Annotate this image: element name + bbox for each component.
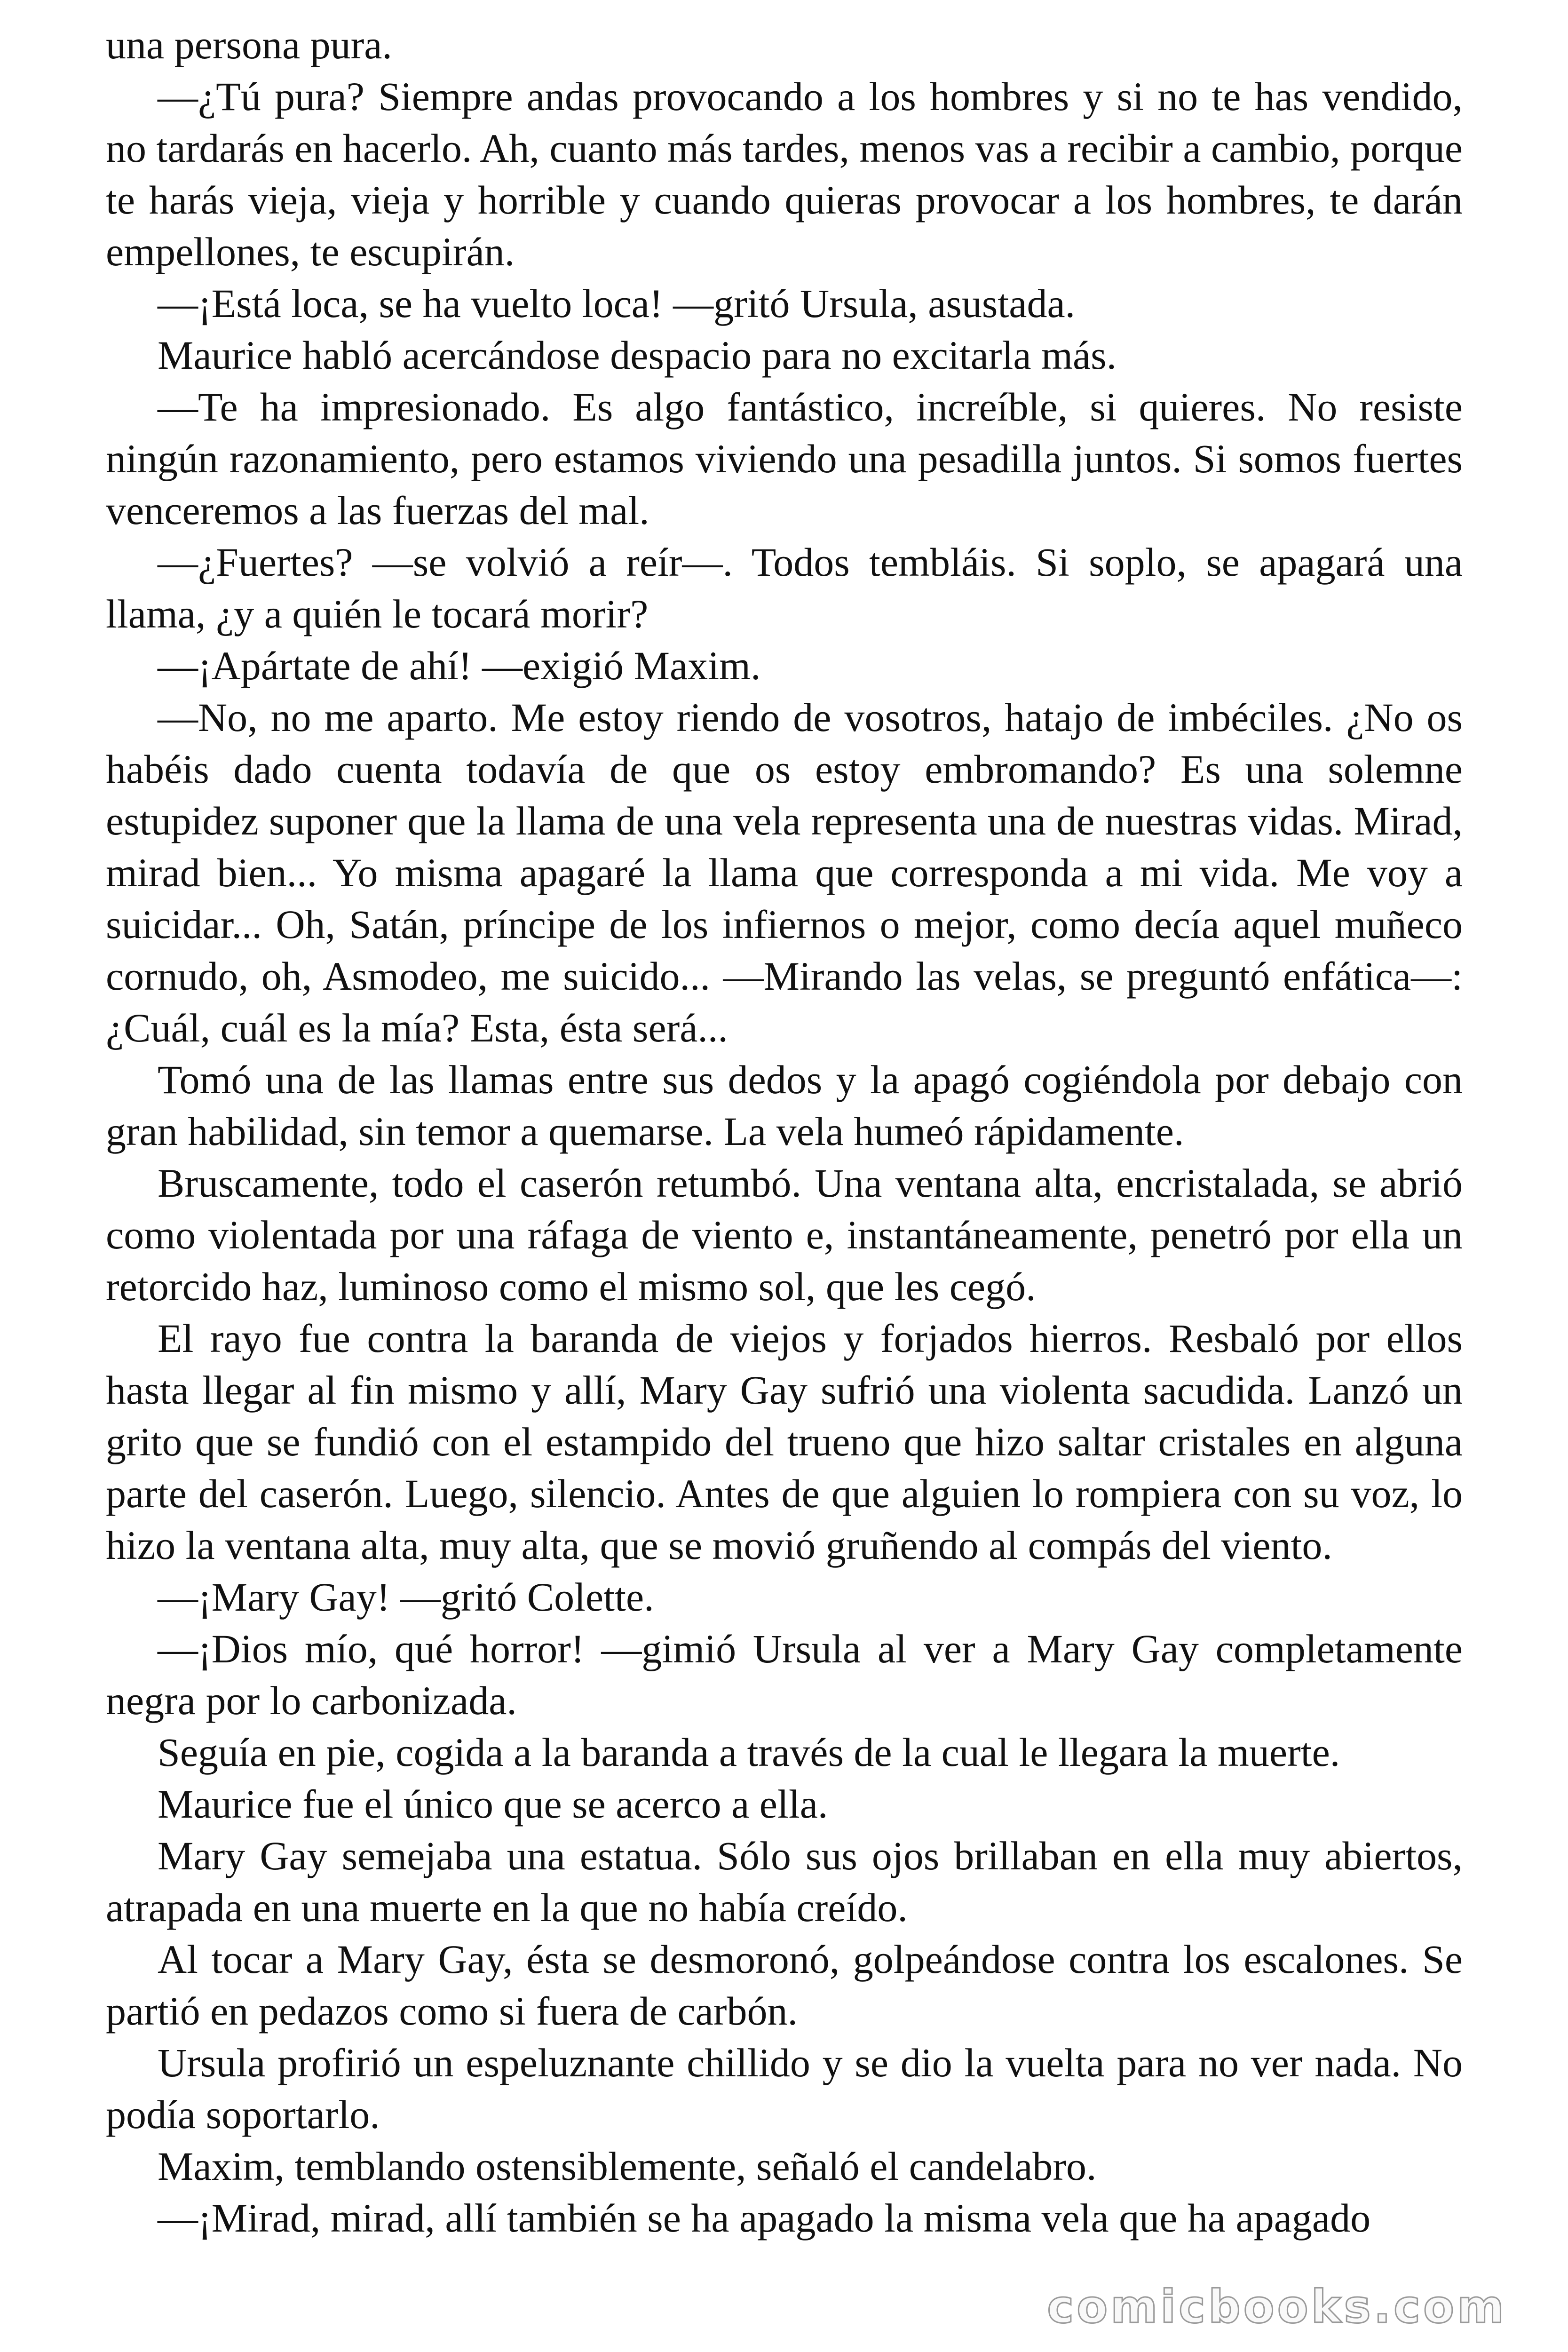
paragraph: Maxim, temblando ostensiblemente, señaló el candelabro. — [158, 2144, 1097, 2189]
watermark: comicbooks.com — [1047, 2280, 1507, 2333]
paragraph: —¡Mary Gay! —gritó Colette. — [158, 1574, 654, 1620]
paragraph: —¿Fuertes? —se volvió a reír—. Todos tembláis. Si soplo, se apagará una llama, ¿y a quién le tocará morir? — [106, 540, 1463, 636]
paragraph: —¡Dios mío, qué horror! —gimió Ursula al ver a Mary Gay completamente negra por lo carbonizada. — [106, 1626, 1463, 1723]
paragraph: Maurice habló acercándose despacio para no excitarla más. — [158, 333, 1117, 378]
paragraph: Mary Gay semejaba una estatua. Sólo sus ojos brillaban en ella muy abiertos, atrapada en una muerte en la que no había creído. — [106, 1833, 1463, 1930]
paragraph: Ursula profirió un espeluznante chillido y se dio la vuelta para no ver nada. No podía soportarlo. — [106, 2040, 1463, 2137]
paragraph: —¡Mirad, mirad, allí también se ha apagado la misma vela que ha apagado — [158, 2195, 1371, 2241]
paragraph: —¿Tú pura? Siempre andas provocando a los hombres y si no te has vendido, no tardarás en hacerlo. Ah, cuanto más tardes, menos vas a recibir a cambio, porque te harás vieja, vieja y horrible y cuando quieras provocar a los hombres, te darán empellones, te escupirán. — [106, 74, 1463, 274]
paragraph: Bruscamente, todo el caserón retumbó. Una ventana alta, encristalada, se abrió como violentada por una ráfaga de viento e, instantáneamente, penetró por ella un retorcido haz, luminoso como el mismo sol, que les cegó. — [106, 1160, 1463, 1309]
paragraph: Maurice fue el único que se acerco a ella. — [158, 1781, 828, 1827]
paragraph: —Te ha impresionado. Es algo fantástico, increíble, si quieres. No resiste ningún razonamiento, pero estamos viviendo una pesadilla juntos. Si somos fuertes venceremos a las fuerzas del mal. — [106, 384, 1463, 533]
paragraph: —No, no me aparto. Me estoy riendo de vosotros, hatajo de imbéciles. ¿No os habéis dado cuenta todavía de que os estoy embromando? Es una solemne estupidez suponer que la llama de una vela representa una de nuestras vidas. Mirad, mirad bien... Yo misma apagaré la llama que corresponda a mi vida. Me voy a suicidar... Oh, Satán, príncipe de los infiernos o mejor, como decía aquel muñeco cornudo, oh, Asmodeo, me suicido... —Mirando las velas, se preguntó enfática—: ¿Cuál, cuál es la mía? Esta, ésta será... — [106, 695, 1463, 1050]
paragraph: —¡Está loca, se ha vuelto loca! —gritó Ursula, asustada. — [158, 281, 1076, 326]
body-text — [106, 19, 1463, 2244]
paragraph: Al tocar a Mary Gay, ésta se desmoronó, golpeándose contra los escalones. Se partió en pedazos como si fuera de carbón. — [106, 1937, 1463, 2034]
paragraph: El rayo fue contra la baranda de viejos y forjados hierros. Resbaló por ellos hasta llegar al fin mismo y allí, Mary Gay sufrió una violenta sacudida. Lanzó un grito que se fundió con el estampido del trueno que hizo saltar cristales en alguna parte del caserón. Luego, silencio. Antes de que alguien lo rompiera con su voz, lo hizo la ventana alta, muy alta, que se movió gruñendo al compás del viento. — [106, 1316, 1463, 1568]
paragraph: Tomó una de las llamas entre sus dedos y la apagó cogiéndola por debajo con gran habilidad, sin temor a quemarse. La vela humeó rápidamente. — [106, 1057, 1463, 1154]
paragraph: una persona pura. — [106, 22, 392, 67]
paragraph: Seguía en pie, cogida a la baranda a través de la cual le llegara la muerte. — [158, 1730, 1340, 1775]
paragraph: —¡Apártate de ahí! —exigió Maxim. — [158, 643, 761, 688]
